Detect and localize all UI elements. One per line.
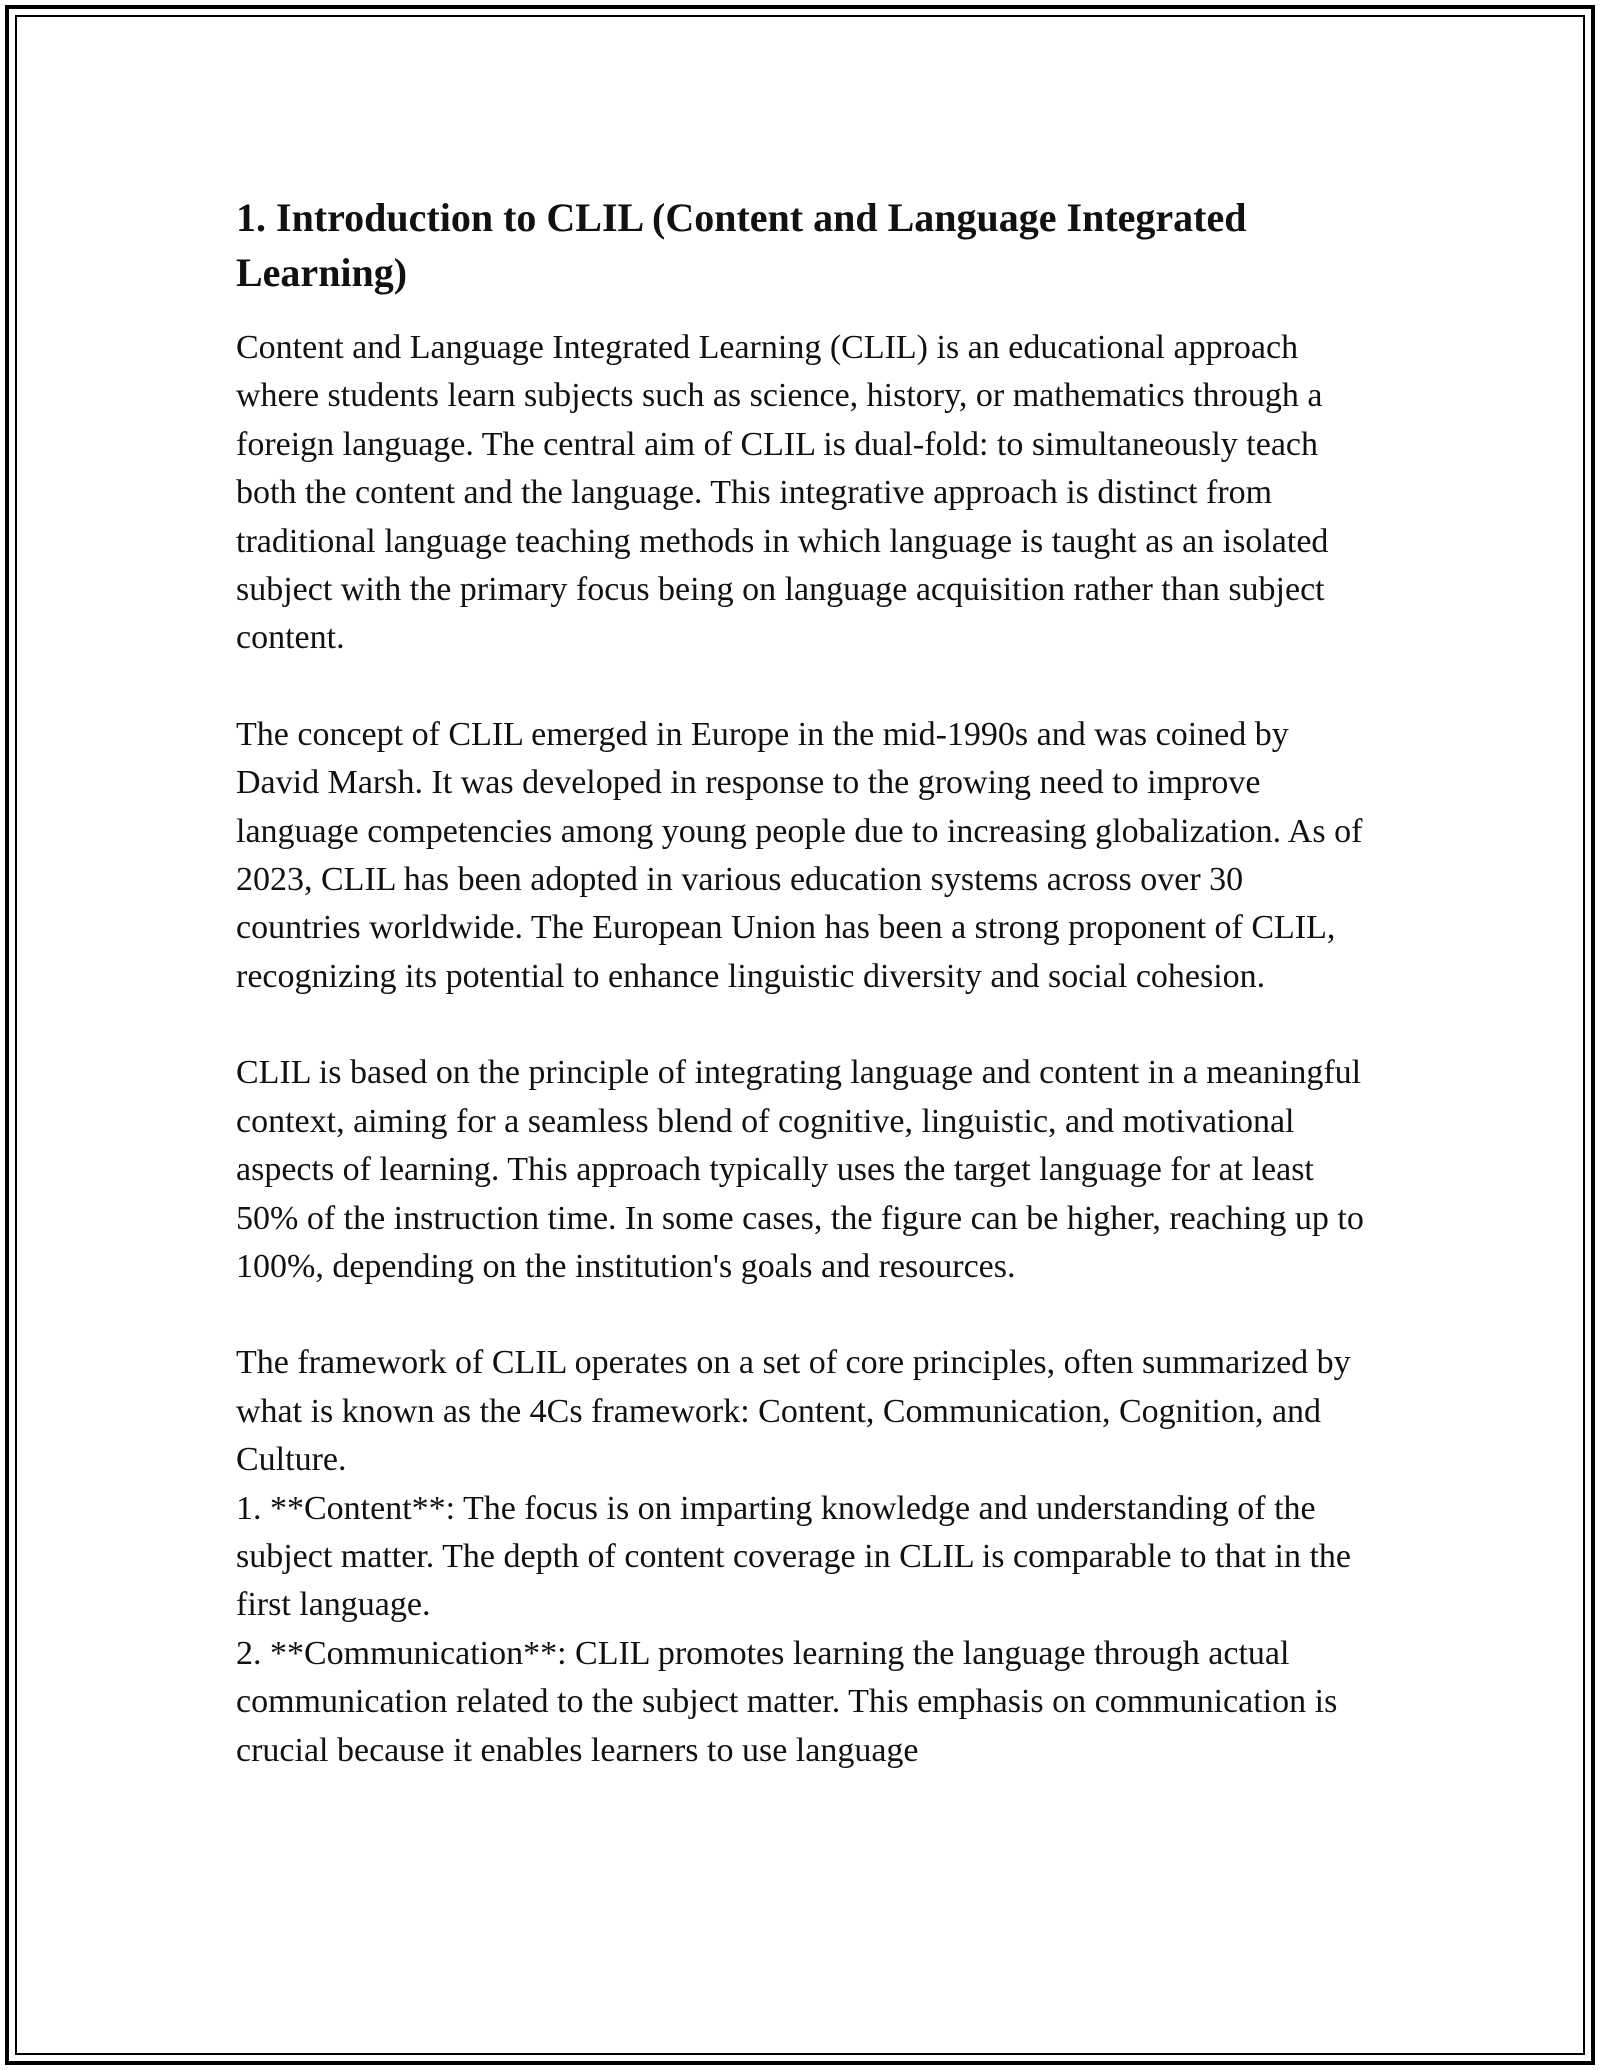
paragraph-gap [236, 1291, 1376, 1339]
section-heading: 1. Introduction to CLIL (Content and Language Integrated Learning) [236, 195, 1247, 295]
paragraph-framework-intro: The framework of CLIL operates on a set of core principles, often summarized by what is known as the 4Cs framework: Content, Communication, Cognition, and Culture. [236, 1344, 1351, 1479]
paragraph-principle: CLIL is based on the principle of integrating language and content in a meaningful context, aiming for a seamless blend of cognitive, linguistic, and motivational aspects of learning. This approach typically uses the target language for at least 50% of the instruction time. In some cases, the figure can be higher, reaching up to 100%, depending on the institution's goals and resources. [236, 1054, 1364, 1285]
paragraph-intro: Content and Language Integrated Learning (CLIL) is an educational approach where students learn subjects such as science, history, or mathematics through a foreign language. The central aim of CLIL is dual-fold: to simultaneously teach both the content and the language. This integrative approach is distinct from traditional language teaching methods in which language is taught as an isolated subject with the primary focus being on language acquisition rather than subject content. [236, 329, 1329, 657]
list-item-communication: 2. **Communication**: CLIL promotes learning the language through actual communication related to the subject matter. This emphasis on communication is crucial because it enables learners to use language [236, 1634, 1338, 1769]
list-item-content: 1. **Content**: The focus is on imparting knowledge and understanding of the subject matter. The depth of content coverage in CLIL is comparable to that in the first language. [236, 1489, 1352, 1624]
paragraph-gap [236, 663, 1376, 711]
paragraph-history: The concept of CLIL emerged in Europe in the mid-1990s and was coined by David Marsh. It was developed in response to the growing need to improve language competencies among young people due to increasing globalization. As of 2023, CLIL has been adopted in various education systems across over 30 countries worldwide. The European Union has been a strong proponent of CLIL, recognizing its potential to enhance linguistic diversity and social cohesion. [236, 715, 1363, 995]
document-body [236, 190, 1376, 1775]
paragraph-gap [236, 1001, 1376, 1049]
